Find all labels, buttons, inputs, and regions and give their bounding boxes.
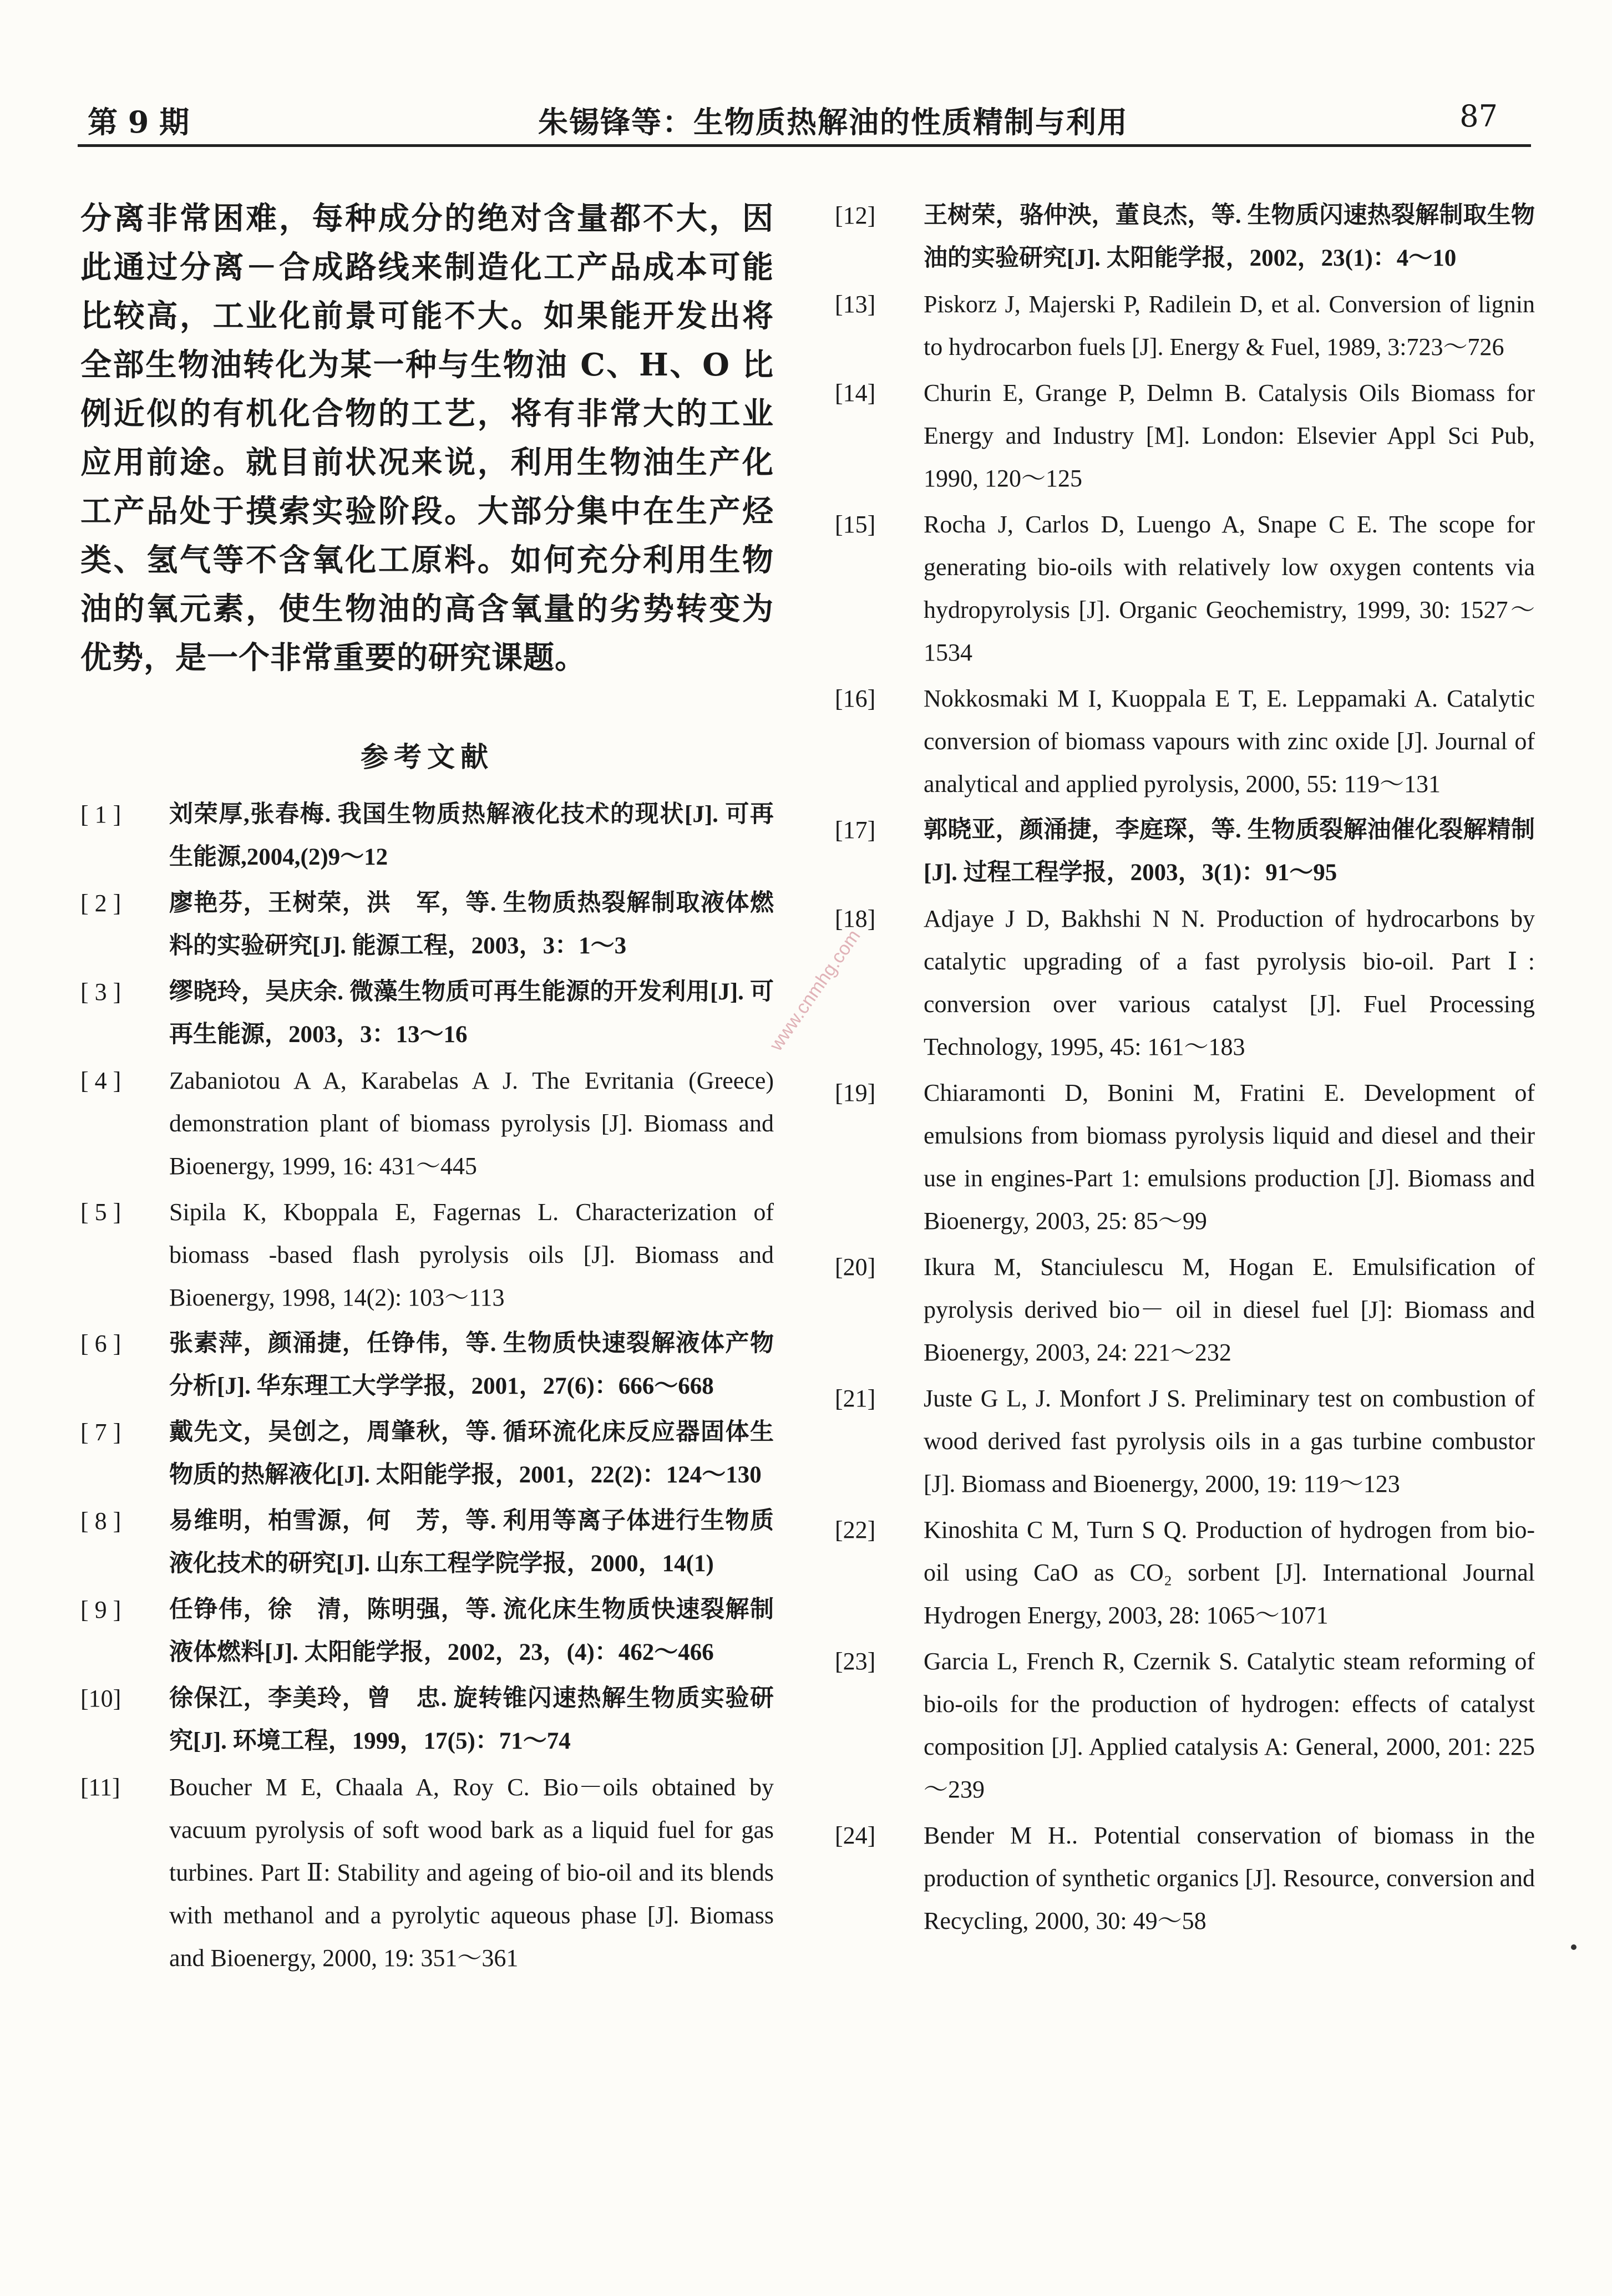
reference-text: Chiaramonti D, Bonini M, Fratini E. Development of emulsions from biomass pyrolysis liquid and diesel and their use in engines-Part 1: emulsions production [J]. Biomass and Bioenergy, 2003, 25: 85～99 — [924, 1079, 1535, 1235]
reference-item — [80, 793, 774, 878]
reference-text: 廖艳芬，王树荣，洪 军，等. 生物质热裂解制取液体燃料的实验研究[J]. 能源工程，2003，3：1～3 — [169, 890, 774, 959]
reference-number: [ 6 ] — [80, 1330, 121, 1357]
reference-number: [ 7 ] — [80, 1419, 121, 1446]
running-header — [78, 83, 1531, 147]
reference-item — [835, 1814, 1535, 1942]
reference-number: [18] — [835, 905, 876, 932]
reference-item — [80, 1411, 774, 1496]
reference-number: [13] — [835, 291, 876, 318]
watermark-text: www.cnmhg.com — [766, 926, 865, 1055]
reference-text: 王树荣，骆仲泱，董良杰，等. 生物质闪速热裂解制取生物油的实验研究[J]. 太阳能学报，2002，23(1)：4～10 — [924, 202, 1535, 271]
issue-number: 第 9 期 — [88, 104, 190, 140]
reference-text: 刘荣厚,张春梅. 我国生物质热解液化技术的现状[J]. 可再生能源,2004,(2)9～12 — [169, 801, 774, 870]
reference-number: [22] — [835, 1516, 876, 1543]
page-number: 87 — [1459, 99, 1498, 134]
reference-text: 任铮伟，徐 清，陈明强，等. 流化床生物质快速裂解制液体燃料[J]. 太阳能学报，2002，23，(4)：462～466 — [169, 1597, 774, 1665]
reference-number: [ 5 ] — [80, 1198, 121, 1226]
reference-item — [80, 1588, 774, 1674]
reference-item — [835, 1246, 1535, 1374]
reference-text: 缪晓玲，吴庆余. 微藻生物质可再生能源的开发利用[J]. 可再生能源，2003，3：13～16 — [169, 979, 774, 1048]
reference-text: 戴先文，吴创之，周肇秋，等. 循环流化床反应器固体生物质的热解液化[J]. 太阳能学报，2001，22(2)：124～130 — [169, 1419, 774, 1488]
references-list-right — [835, 194, 1535, 1942]
reference-number: [23] — [835, 1648, 876, 1675]
reference-number: [ 2 ] — [80, 890, 121, 917]
reference-item — [835, 897, 1535, 1068]
reference-item — [835, 1071, 1535, 1242]
reference-text: Bender M H.. Potential conservation of biomass in the production of synthetic organics [J]. Resource, conversion and Recycling, 2000, 30: 49～58 — [924, 1822, 1535, 1934]
references-list-left — [80, 793, 774, 1979]
reference-item — [80, 1766, 774, 1979]
reference-text: Zabaniotou A A, Karabelas A J. The Evritania (Greece) demonstration plant of biomass pyrolysis [J]. Biomass and Bioenergy, 1999, 16: 431～445 — [169, 1067, 774, 1180]
reference-number: [ 9 ] — [80, 1596, 121, 1623]
reference-text: Churin E, Grange P, Delmn B. Catalysis Oils Biomass for Energy and Industry [M]. London: Elsevier Appl Sci Pub, 1990, 120～125 — [924, 379, 1535, 492]
reference-number: [19] — [835, 1079, 876, 1106]
reference-text: Juste G L, J. Monfort J S. Preliminary test on combustion of wood derived fast pyrolysis oils in a gas turbine combustor [J]. Biomass and Bioenergy, 2000, 19: 119～123 — [924, 1385, 1535, 1497]
right-column — [835, 194, 1535, 1945]
body-paragraph: 分离非常困难，每种成分的绝对含量都不大，因此通过分离－合成路线来制造化工产品成本可能比较高，工业化前景可能不大。如果能开发出将全部生物油转化为某一种与生物油 C、H、O 比例近似的有机化合物的工艺，将有非常大的工业应用前途。就目前状况来说，利用生物油生产化工产品处于摸索实验阶段。大部分集中在生产烃类、氢气等不含氧化工原料。如何充分利用生物油的氧元素，使生物油的高含氧量的劣势转变为优势，是一个非常重要的研究课题。 — [80, 200, 774, 676]
reference-text: Ikura M, Stanciulescu M, Hogan E. Emulsification of pyrolysis derived bio－ oil in diesel fuel [J]: Biomass and Bioenergy, 2003, 24: 221～232 — [924, 1253, 1535, 1366]
reference-text: 郭晓亚，颜涌捷，李庭琛，等. 生物质裂解油催化裂解精制[J]. 过程工程学报，2003，3(1)：91～95 — [924, 817, 1535, 886]
reference-number: [12] — [835, 202, 876, 229]
reference-item — [80, 1677, 774, 1762]
reference-item — [80, 1322, 774, 1408]
reference-item — [835, 677, 1535, 805]
reference-item — [835, 809, 1535, 894]
reference-item — [835, 372, 1535, 500]
reference-text: Garcia L, French R, Czernik S. Catalytic steam reforming of bio-oils for the production of hydrogen: effects of catalyst composition [J]. Applied catalysis A: General, 2000, 201: 225～239 — [924, 1648, 1535, 1803]
reference-item — [80, 1500, 774, 1585]
reference-number: [14] — [835, 379, 876, 407]
reference-item — [835, 503, 1535, 674]
reference-text: Boucher M E, Chaala A, Roy C. Bio－oils obtained by vacuum pyrolysis of soft wood bark as a liquid fuel for gas turbines. Part Ⅱ: Stability and ageing of bio-oil and its blends with methanol and a pyrolytic aqueous phase [J]. Biomass and Bioenergy, 2000, 19: 351～361 — [169, 1774, 774, 1972]
reference-text: Sipila K, Kboppala E, Fagernas L. Characterization of biomass -based flash pyrolysis oils [J]. Biomass and Bioenergy, 1998, 14(2): 103～113 — [169, 1198, 774, 1311]
reference-number: [24] — [835, 1822, 876, 1849]
reference-text: Piskorz J, Majerski P, Radilein D, et al. Conversion of lignin to hydrocarbon fuels [J]. Energy & Fuel, 1989, 3:723～726 — [924, 291, 1535, 360]
reference-item — [835, 283, 1535, 368]
reference-number: [ 3 ] — [80, 978, 121, 1005]
reference-number: [11] — [80, 1774, 120, 1801]
reference-number: [ 1 ] — [80, 801, 121, 828]
reference-item — [835, 1508, 1535, 1637]
reference-text: Kinoshita C M, Turn S Q. Production of hydrogen from bio-oil using CaO as CO₂ sorbent [J]. International Journal Hydrogen Energy, 2003, 28: 1065～1071 — [924, 1516, 1535, 1629]
reference-item — [80, 882, 774, 967]
reference-item — [80, 971, 774, 1056]
reference-text: 易维明，柏雪源，何 芳，等. 利用等离子体进行生物质液化技术的研究[J]. 山东工程学院学报，2000，14(1) — [169, 1508, 774, 1577]
reference-text: Rocha J, Carlos D, Luengo A, Snape C E. The scope for generating bio-oils with relatively low oxygen contents via hydropyrolysis [J]. Organic Geochemistry, 1999, 30: 1527～1534 — [924, 511, 1535, 666]
reference-item — [80, 1059, 774, 1187]
body-text — [80, 194, 774, 682]
reference-number: [ 4 ] — [80, 1067, 121, 1094]
reference-number: [10] — [80, 1685, 121, 1712]
reference-number: [16] — [835, 685, 876, 712]
reference-item — [80, 1191, 774, 1319]
reference-number: [20] — [835, 1253, 876, 1281]
reference-number: [ 8 ] — [80, 1507, 121, 1535]
reference-text: Nokkosmaki M I, Kuoppala E T, E. Leppamaki A. Catalytic conversion of biomass vapours with zinc oxide [J]. Journal of analytical and applied pyrolysis, 2000, 55: 119～131 — [924, 685, 1535, 797]
reference-number: [21] — [835, 1385, 876, 1412]
reference-item — [835, 1377, 1535, 1505]
reference-number: [17] — [835, 816, 876, 844]
references-heading: 参考文献 — [361, 740, 494, 773]
running-title: 朱锡锋等：生物质热解油的性质精制与利用 — [538, 104, 1128, 140]
reference-item — [835, 194, 1535, 280]
stray-dot — [1571, 1944, 1576, 1950]
reference-text: 徐保江，李美玲，曾 忠. 旋转锥闪速热解生物质实验研究[J]. 环境工程，1999，17(5)：71～74 — [169, 1685, 774, 1754]
left-column — [80, 194, 774, 1983]
reference-text: Adjaye J D, Bakhshi N N. Production of hydrocarbons by catalytic upgrading of a fast pyrolysis bio-oil. Part Ⅰ: conversion over various catalyst [J]. Fuel Processing Technology, 1995, 45: 161～183 — [924, 905, 1535, 1060]
reference-text: 张素萍，颜涌捷，任铮伟，等. 生物质快速裂解液体产物分析[J]. 华东理工大学学报，2001，27(6)：666～668 — [169, 1330, 774, 1399]
reference-item — [835, 1640, 1535, 1811]
reference-number: [15] — [835, 511, 876, 538]
